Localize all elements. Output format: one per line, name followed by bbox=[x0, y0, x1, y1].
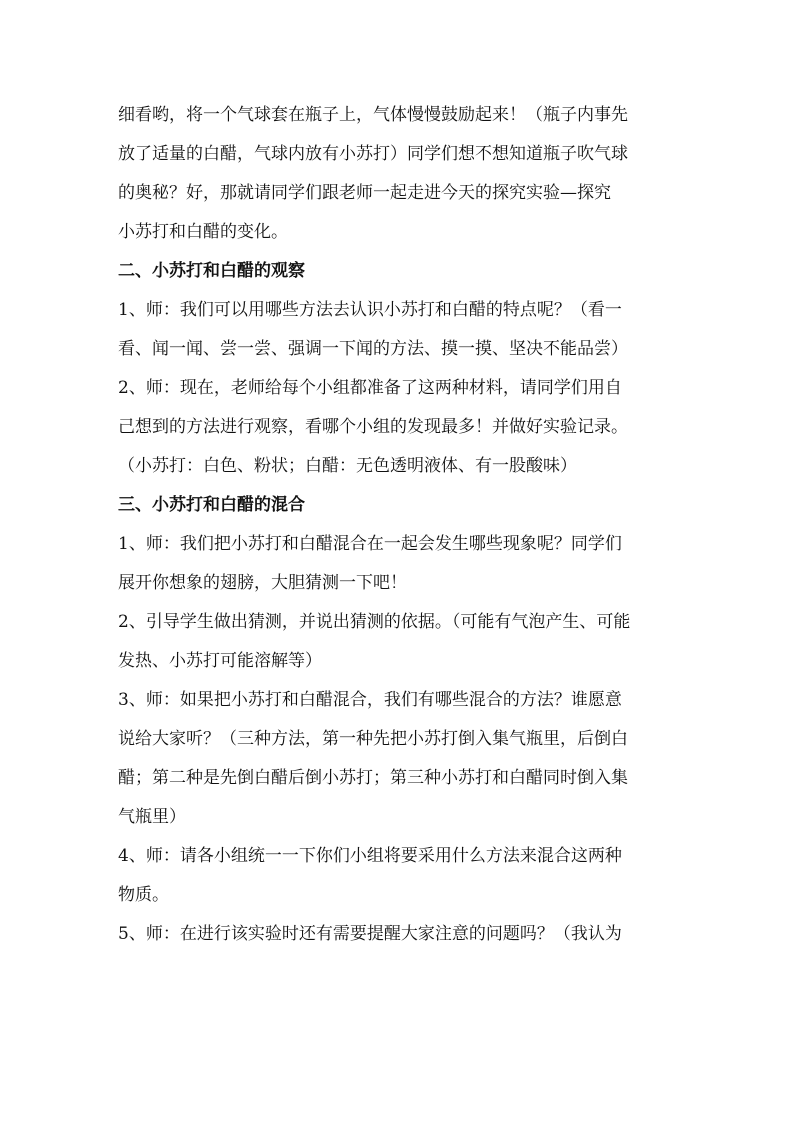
text-line: 细看哟，将一个气球套在瓶子上，气体慢慢鼓励起来！（瓶子内事先 bbox=[118, 105, 628, 125]
text-line: 说给大家听？（三种方法，第一种先把小苏打倒入集气瓶里，后倒白 bbox=[118, 729, 628, 749]
text-line: 2、引导学生做出猜测，并说出猜测的依据。（可能有气泡产生、可能 bbox=[118, 612, 631, 632]
text-line: 1、师：我们把小苏打和白醋混合在一起会发生哪些现象呢？同学们 bbox=[118, 534, 622, 554]
text-line: 3、师：如果把小苏打和白醋混合，我们有哪些混合的方法？谁愿意 bbox=[118, 690, 622, 710]
text-line: 发热、小苏打可能溶解等） bbox=[118, 651, 322, 671]
text-line: 己想到的方法进行观察，看哪个小组的发现最多！并做好实验记录。 bbox=[118, 417, 628, 437]
text-line: 物质。 bbox=[118, 885, 169, 905]
text-line: （小苏打：白色、粉状；白醋：无色透明液体、有一股酸味） bbox=[118, 456, 577, 476]
text-line: 1、师：我们可以用哪些方法去认识小苏打和白醋的特点呢？（看一 bbox=[118, 300, 622, 320]
section-heading: 二、小苏打和白醋的观察 bbox=[118, 261, 305, 281]
text-line: 放了适量的白醋，气球内放有小苏打）同学们想不想知道瓶子吹气球 bbox=[118, 144, 628, 164]
text-line: 4、师：请各小组统一一下你们小组将要采用什么方法来混合这两种 bbox=[118, 846, 622, 866]
text-line: 5、师：在进行该实验时还有需要提醒大家注意的问题吗？（我认为 bbox=[118, 924, 622, 944]
text-line: 气瓶里） bbox=[118, 807, 186, 827]
text-line: 展开你想象的翅膀，大胆猜测一下吧！ bbox=[118, 573, 407, 593]
text-line: 醋；第二种是先倒白醋后倒小苏打；第三种小苏打和白醋同时倒入集 bbox=[118, 768, 628, 788]
text-line: 小苏打和白醋的变化。 bbox=[118, 222, 288, 242]
text-line: 看、闻一闻、尝一尝、强调一下闻的方法、摸一摸、坚决不能品尝） bbox=[118, 339, 628, 359]
text-line: 2、师：现在，老师给每个小组都准备了这两种材料，请同学们用自 bbox=[118, 378, 622, 398]
document-page bbox=[118, 96, 678, 954]
text-line: 的奥秘？好，那就请同学们跟老师一起走进今天的探究实验—探究 bbox=[118, 183, 611, 203]
section-heading: 三、小苏打和白醋的混合 bbox=[118, 495, 305, 515]
